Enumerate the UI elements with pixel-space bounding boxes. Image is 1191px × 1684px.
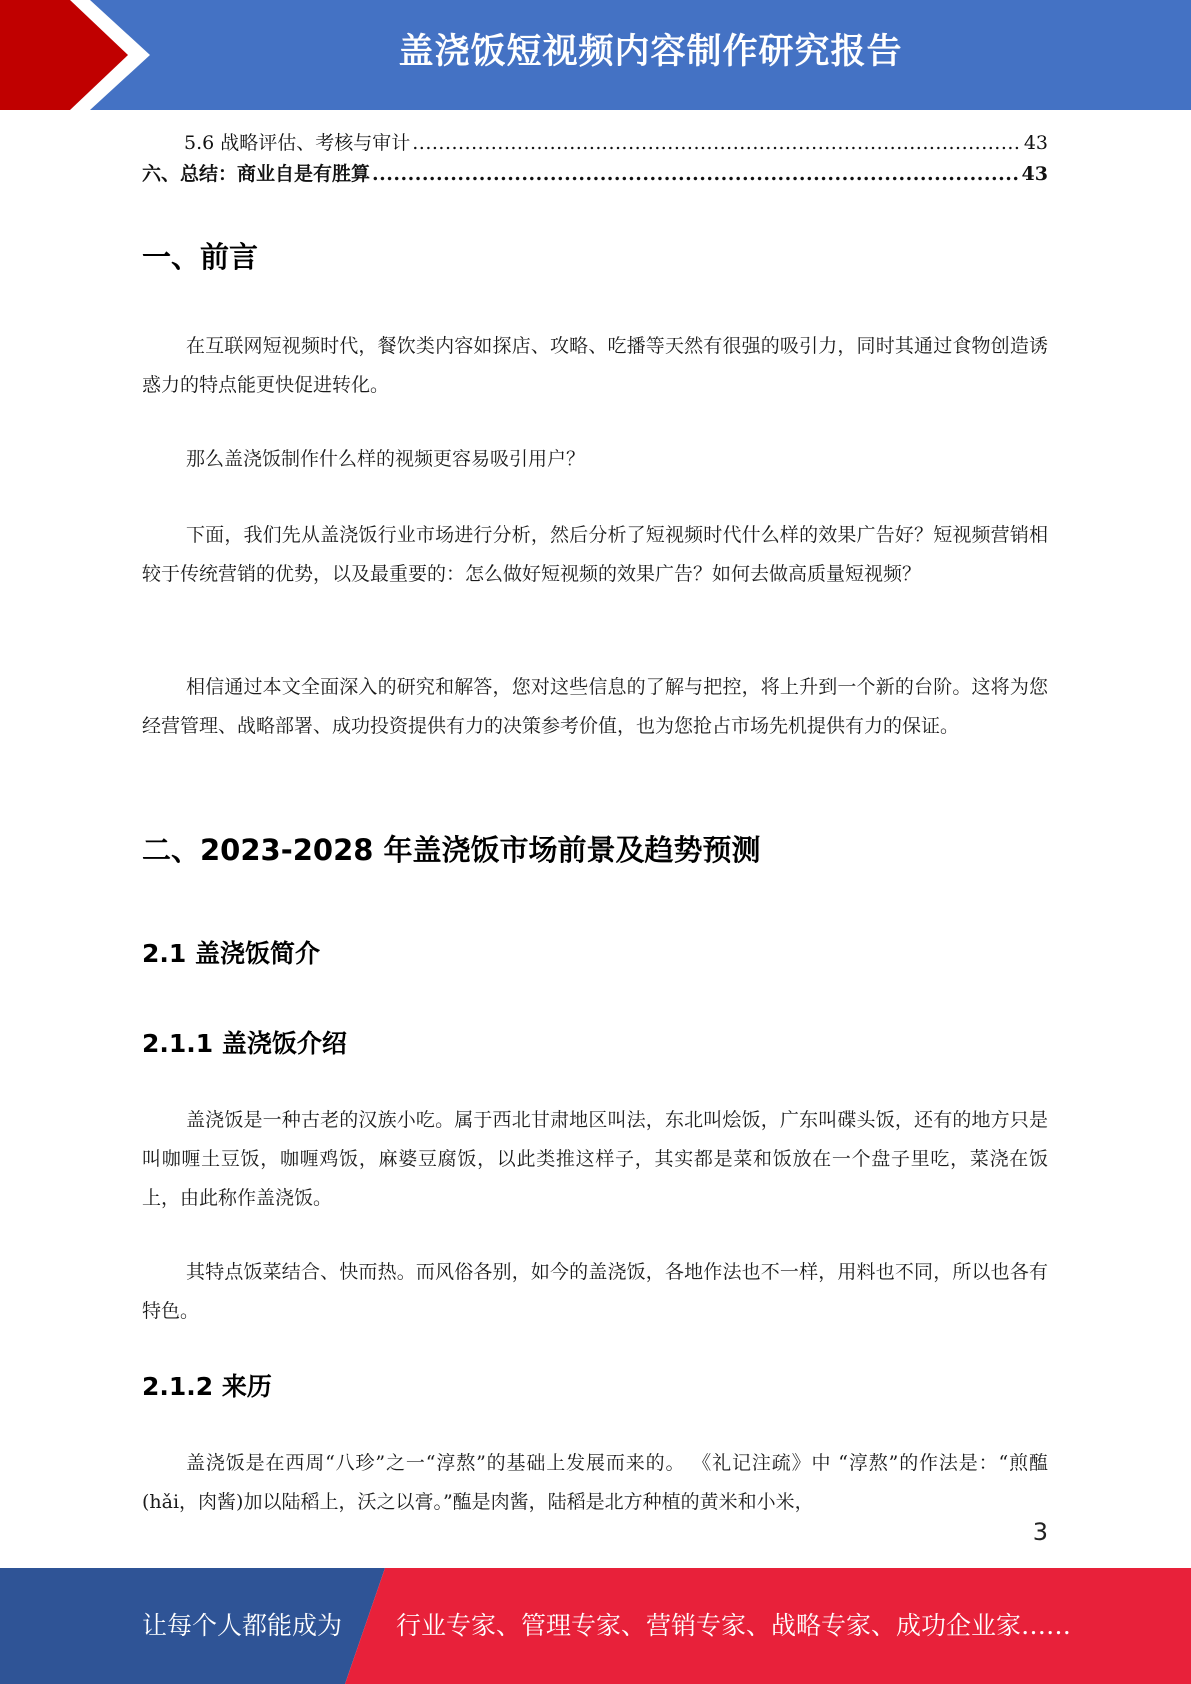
- paragraph: 盖浇饭是一种古老的汉族小吃。属于西北甘肃地区叫法，东北叫烩饭，广东叫碟头饭，还有的地方只是叫咖喱土豆饭，咖喱鸡饭，麻婆豆腐饭，以此类推这样子，其实都是菜和饭放在一个盘子里吃，菜浇在饭上，由此称作盖浇饭。: [142, 1109, 1048, 1209]
- toc-entry-label: 5.6 战略评估、考核与审计: [184, 132, 411, 154]
- toc-entry-label: 六、总结：商业自是有胜算: [142, 163, 371, 185]
- subsubsection-heading-intro: 2.1.1 盖浇饭介绍: [142, 1029, 347, 1058]
- paragraph: 盖浇饭是在西周“八珍”之一“淳熬”的基础上发展而来的。 《礼记注疏》中 “淳熬”的作法是：“煎醢(hǎi，肉酱)加以陆稻上，沃之以膏。”醢是肉酱，陆稻是北方种植的黄米和小米，: [142, 1452, 1048, 1513]
- header-banner: [0, 0, 1191, 110]
- footer-banner: [0, 1568, 1191, 1684]
- toc-leader-dots: [412, 129, 1022, 157]
- subsection-heading-intro: 2.1 盖浇饭简介: [142, 939, 320, 968]
- toc-leader-dots: [372, 160, 1020, 188]
- footer-slogan-left: 让每个人都能成为: [142, 1611, 343, 1640]
- report-title: 盖浇饭短视频内容制作研究报告: [398, 32, 903, 72]
- paragraph: 相信通过本文全面深入的研究和解答，您对这些信息的了解与把控，将上升到一个新的台阶。这将为您经营管理、战略部署、成功投资提供有力的决策参考价值，也为您抢占市场先机提供有力的保证。: [142, 676, 1048, 737]
- paragraph: 在互联网短视频时代，餐饮类内容如探店、攻略、吃播等天然有很强的吸引力，同时其通过食物创造诱惑力的特点能更快促进转化。: [142, 335, 1048, 396]
- page-number: 3: [1032, 1518, 1048, 1546]
- paragraph: 其特点饭菜结合、快而热。而风俗各别，如今的盖浇饭，各地作法也不一样，用料也不同，所以也各有特色。: [142, 1261, 1048, 1322]
- section-heading-preface: 一、前言: [142, 240, 259, 274]
- section-heading-market: 二、2023-2028 年盖浇饭市场前景及趋势预测: [142, 833, 761, 867]
- subsubsection-heading-origin: 2.1.2 来历: [142, 1372, 272, 1401]
- header-arrow-decoration: [0, 0, 160, 110]
- toc-entry-page: 43: [1021, 163, 1048, 185]
- footer-slogan-right: 行业专家、管理专家、营销专家、战略专家、成功企业家……: [396, 1611, 1072, 1640]
- toc-entry-page: 43: [1023, 132, 1048, 154]
- toc-entry[interactable]: [142, 160, 1048, 188]
- paragraph: 那么盖浇饭制作什么样的视频更容易吸引用户？: [186, 448, 586, 470]
- toc-entry[interactable]: [184, 129, 1048, 157]
- paragraph: 下面，我们先从盖浇饭行业市场进行分析，然后分析了短视频时代什么样的效果广告好？短视频营销相较于传统营销的优势，以及最重要的：怎么做好短视频的效果广告？如何去做高质量短视频？: [142, 524, 1048, 585]
